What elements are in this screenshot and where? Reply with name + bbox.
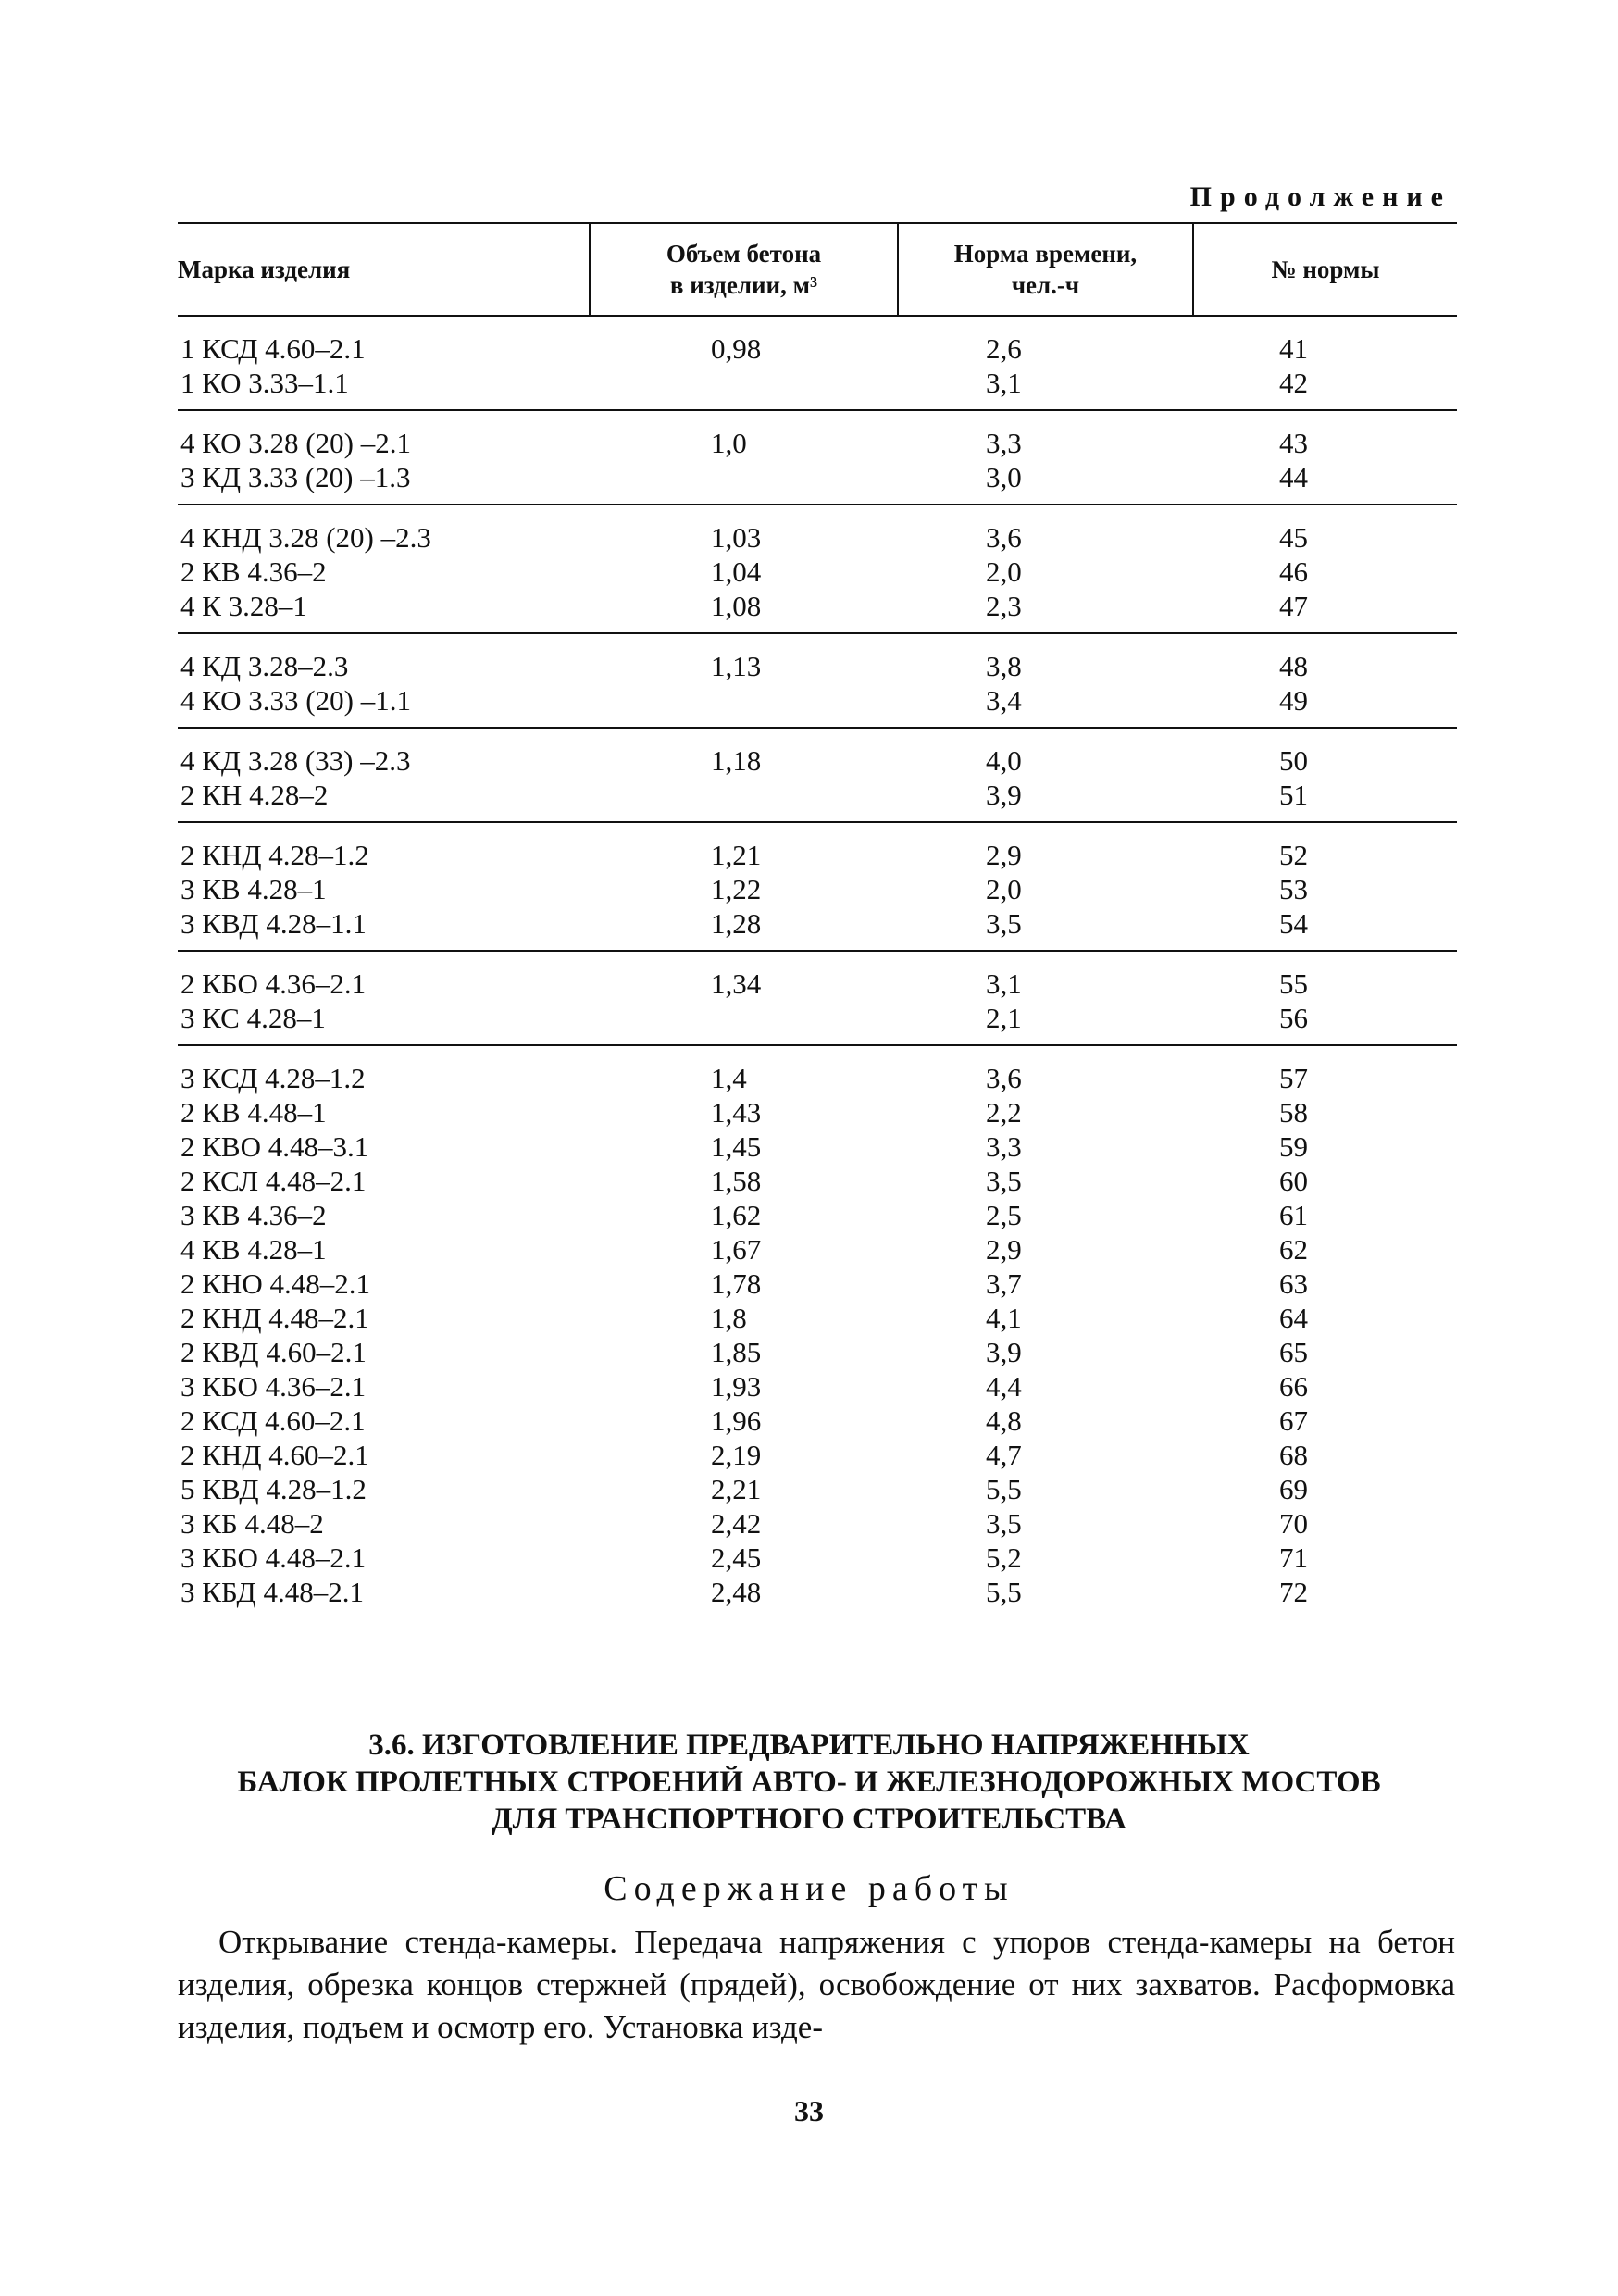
page-number: 33 (794, 2094, 824, 2128)
cell-norm: 4,1 (986, 1302, 1022, 1334)
cell-norm: 5,5 (986, 1576, 1022, 1608)
cell-mark: 3 КС 4.28–1 (178, 1001, 590, 1045)
cell-norm: 5,2 (986, 1541, 1022, 1574)
cell-volume: 1,04 (711, 555, 762, 588)
cell-volume (590, 460, 898, 505)
table-row (178, 1164, 1457, 1198)
cell-volume (590, 683, 898, 728)
table-row (178, 1506, 1457, 1541)
cell-mark: 2 КВ 4.48–1 (180, 1096, 327, 1129)
table-header-row (178, 223, 1457, 316)
cell-mark: 2 КНД 4.28–1.2 (180, 839, 369, 871)
cell-norm-number: 49 (1193, 683, 1457, 728)
cell-norm: 2,9 (986, 839, 1022, 871)
cell-mark: 3 КВ 4.28–1 (180, 873, 327, 905)
cell-norm-number: 68 (1279, 1439, 1308, 1471)
cell-norm: 3,0 (898, 460, 1193, 505)
table-row (178, 1369, 1457, 1404)
cell-norm: 2,0 (986, 873, 1022, 905)
cell-norm: 2,1 (898, 1001, 1193, 1045)
cell-volume: 1,0 (711, 427, 747, 459)
cell-mark: 3 КБД 4.48–2.1 (180, 1576, 364, 1608)
cell-mark: 4 КО 3.33 (20) –1.1 (178, 683, 590, 728)
cell-norm: 4,7 (986, 1439, 1022, 1471)
table-row (178, 951, 1457, 1001)
table-row (178, 1267, 1457, 1301)
cell-volume: 1,58 (711, 1165, 762, 1197)
cell-norm-number: 50 (1279, 744, 1308, 777)
cell-norm-number: 43 (1279, 427, 1308, 459)
cell-norm: 3,5 (898, 906, 1193, 951)
cell-mark: 2 КВ 4.36–2 (180, 555, 327, 588)
cell-norm: 2,6 (986, 332, 1022, 365)
cell-norm-number: 72 (1279, 1576, 1308, 1608)
cell-norm: 3,3 (986, 1130, 1022, 1163)
section-title (0, 1727, 1618, 1838)
cell-mark: 2 КНО 4.48–2.1 (180, 1267, 370, 1300)
table-row (178, 906, 1457, 951)
cell-volume: 1,45 (711, 1130, 762, 1163)
cell-mark: 2 КВД 4.60–2.1 (180, 1336, 367, 1368)
cell-mark: 3 КБО 4.48–2.1 (180, 1541, 367, 1574)
cell-norm: 5,5 (986, 1473, 1022, 1505)
cell-norm-number: 55 (1279, 967, 1308, 1000)
cell-volume: 2,42 (711, 1507, 762, 1540)
cell-volume: 1,21 (711, 839, 762, 871)
cell-mark: 2 КБО 4.36–2.1 (180, 967, 367, 1000)
cell-norm: 3,1 (986, 967, 1022, 1000)
cell-norm: 2,0 (986, 555, 1022, 588)
cell-norm: 3,5 (986, 1507, 1022, 1540)
cell-norm: 3,8 (986, 650, 1022, 682)
table-row (178, 366, 1457, 410)
cell-mark: 3 КБ 4.48–2 (180, 1507, 324, 1540)
cell-volume: 1,34 (711, 967, 762, 1000)
table-row (178, 1301, 1457, 1335)
cell-norm-number: 69 (1279, 1473, 1308, 1505)
cell-norm: 3,4 (898, 683, 1193, 728)
header-norm-line2: чел.-ч (1011, 271, 1080, 299)
cell-volume: 1,4 (711, 1062, 747, 1094)
cell-volume: 1,8 (711, 1302, 747, 1334)
cell-mark: 4 КНД 3.28 (20) –2.3 (180, 521, 431, 554)
table-row (178, 1335, 1457, 1369)
table-row (178, 778, 1457, 822)
cell-norm-number: 52 (1279, 839, 1308, 871)
cell-mark: 4 К 3.28–1 (178, 589, 590, 633)
cell-norm-number: 60 (1279, 1165, 1308, 1197)
cell-mark: 4 КО 3.28 (20) –2.1 (180, 427, 411, 459)
cell-norm-number: 46 (1279, 555, 1308, 588)
table-row (178, 1095, 1457, 1129)
section-title-line3: ДЛЯ ТРАНСПОРТНОГО СТРОИТЕЛЬСТВА (492, 1803, 1126, 1836)
cell-volume: 1,28 (590, 906, 898, 951)
cell-volume: 1,67 (711, 1233, 762, 1266)
header-norm-number: № нормы (1193, 223, 1457, 316)
cell-mark: 4 КВ 4.28–1 (180, 1233, 327, 1266)
table-row (178, 589, 1457, 633)
cell-mark: 2 КВО 4.48–3.1 (180, 1130, 369, 1163)
cell-norm-number: 70 (1279, 1507, 1308, 1540)
cell-norm-number: 41 (1279, 332, 1308, 365)
cell-volume: 2,48 (711, 1576, 762, 1608)
table-row (178, 728, 1457, 778)
table-body (178, 316, 1457, 1618)
cell-volume: 1,03 (711, 521, 762, 554)
cell-norm: 2,2 (986, 1096, 1022, 1129)
cell-norm-number: 62 (1279, 1233, 1308, 1266)
table-row (178, 555, 1457, 589)
cell-volume (590, 366, 898, 410)
cell-volume: 2,21 (711, 1473, 762, 1505)
table-row (178, 1232, 1457, 1267)
cell-mark: 2 КН 4.28–2 (178, 778, 590, 822)
cell-norm-number: 47 (1193, 589, 1457, 633)
cell-norm-number: 66 (1279, 1370, 1308, 1403)
cell-norm-number: 44 (1193, 460, 1457, 505)
cell-mark: 3 КД 3.33 (20) –1.3 (178, 460, 590, 505)
cell-mark: 2 КСЛ 4.48–2.1 (180, 1165, 367, 1197)
cell-volume: 1,78 (711, 1267, 762, 1300)
cell-norm-number: 56 (1193, 1001, 1457, 1045)
cell-norm-number: 61 (1279, 1199, 1308, 1231)
table-row (178, 1001, 1457, 1045)
cell-mark: 3 КВД 4.28–1.1 (178, 906, 590, 951)
cell-norm-number: 45 (1279, 521, 1308, 554)
cell-norm: 2,3 (898, 589, 1193, 633)
cell-norm-number: 64 (1279, 1302, 1308, 1334)
table-row (178, 1575, 1457, 1618)
cell-volume: 1,62 (711, 1199, 762, 1231)
table-row (178, 505, 1457, 555)
cell-norm: 2,9 (986, 1233, 1022, 1266)
cell-volume: 1,43 (711, 1096, 762, 1129)
cell-norm: 3,5 (986, 1165, 1022, 1197)
cell-volume: 1,13 (711, 650, 762, 682)
cell-volume (590, 1001, 898, 1045)
header-volume-line1: Объем бетона (666, 240, 822, 268)
table-row (178, 1045, 1457, 1095)
cell-mark: 2 КНД 4.60–2.1 (180, 1439, 369, 1471)
cell-norm-number: 53 (1279, 873, 1308, 905)
cell-norm: 4,4 (986, 1370, 1022, 1403)
cell-mark: 1 КО 3.33–1.1 (178, 366, 590, 410)
cell-norm: 3,3 (986, 427, 1022, 459)
cell-mark: 4 КД 3.28–2.3 (180, 650, 349, 682)
cell-mark: 1 КСД 4.60–2.1 (180, 332, 366, 365)
table-row (178, 460, 1457, 505)
cell-mark: 2 КНД 4.48–2.1 (180, 1302, 369, 1334)
cell-norm-number: 63 (1279, 1267, 1308, 1300)
cell-norm: 4,0 (986, 744, 1022, 777)
norms-table (178, 222, 1457, 1618)
continuation-label: Продолжение (1189, 181, 1451, 212)
table-row (178, 1541, 1457, 1575)
cell-norm-number: 42 (1193, 366, 1457, 410)
header-norm (898, 223, 1193, 316)
cell-volume: 1,22 (711, 873, 762, 905)
table-row (178, 1404, 1457, 1438)
cell-mark: 5 КВД 4.28–1.2 (180, 1473, 367, 1505)
cell-norm: 2,5 (986, 1199, 1022, 1231)
cell-norm-number: 65 (1279, 1336, 1308, 1368)
table-row (178, 1472, 1457, 1506)
table-row (178, 316, 1457, 366)
cell-norm: 3,6 (986, 521, 1022, 554)
cell-mark: 3 КСД 4.28–1.2 (180, 1062, 366, 1094)
cell-volume: 1,96 (711, 1404, 762, 1437)
header-volume-line2: в изделии, м³ (669, 271, 818, 299)
cell-norm-number: 67 (1279, 1404, 1308, 1437)
cell-norm: 4,8 (986, 1404, 1022, 1437)
table-row (178, 683, 1457, 728)
table-row (178, 822, 1457, 872)
cell-volume: 2,45 (711, 1541, 762, 1574)
cell-norm: 3,6 (986, 1062, 1022, 1094)
table-row (178, 410, 1457, 460)
section-subtitle: Содержание работы (604, 1869, 1014, 1908)
table-row (178, 1129, 1457, 1164)
work-description-paragraph: Открывание стенда-камеры. Передача напряжения с упоров стенда-камеры на бетон изделия, обрезка концов стержней (прядей), освобождение от них захватов. Расформовка изделия, подъем и осмотр его. Установка изде- (178, 1924, 1455, 2045)
cell-norm: 3,1 (898, 366, 1193, 410)
header-mark: Марка изделия (178, 223, 590, 316)
table-row (178, 872, 1457, 906)
cell-norm-number: 51 (1193, 778, 1457, 822)
cell-norm: 3,9 (986, 1336, 1022, 1368)
cell-volume: 1,18 (711, 744, 762, 777)
cell-volume: 1,08 (590, 589, 898, 633)
cell-norm-number: 48 (1279, 650, 1308, 682)
header-volume (590, 223, 898, 316)
section-title-line2: БАЛОК ПРОЛЕТНЫХ СТРОЕНИЙ АВТО- И ЖЕЛЕЗНОДОРОЖНЫХ МОСТОВ (237, 1766, 1381, 1799)
cell-volume: 1,85 (711, 1336, 762, 1368)
cell-mark: 3 КВ 4.36–2 (180, 1199, 327, 1231)
section-title-line1: 3.6. ИЗГОТОВЛЕНИЕ ПРЕДВАРИТЕЛЬНО НАПРЯЖЕННЫХ (368, 1728, 1250, 1762)
cell-norm-number: 58 (1279, 1096, 1308, 1129)
cell-norm: 3,9 (898, 778, 1193, 822)
cell-mark: 2 КСД 4.60–2.1 (180, 1404, 366, 1437)
cell-volume (590, 778, 898, 822)
cell-norm-number: 57 (1279, 1062, 1308, 1094)
cell-norm-number: 59 (1279, 1130, 1308, 1163)
cell-volume: 2,19 (711, 1439, 762, 1471)
table-row (178, 1198, 1457, 1232)
header-norm-line1: Норма времени, (953, 240, 1138, 268)
cell-volume: 1,93 (711, 1370, 762, 1403)
cell-volume: 0,98 (711, 332, 762, 365)
cell-mark: 4 КД 3.28 (33) –2.3 (180, 744, 411, 777)
cell-norm-number: 54 (1193, 906, 1457, 951)
table-row (178, 1438, 1457, 1472)
cell-mark: 3 КБО 4.36–2.1 (180, 1370, 367, 1403)
cell-norm-number: 71 (1279, 1541, 1308, 1574)
table-row (178, 633, 1457, 683)
cell-norm: 3,7 (986, 1267, 1022, 1300)
